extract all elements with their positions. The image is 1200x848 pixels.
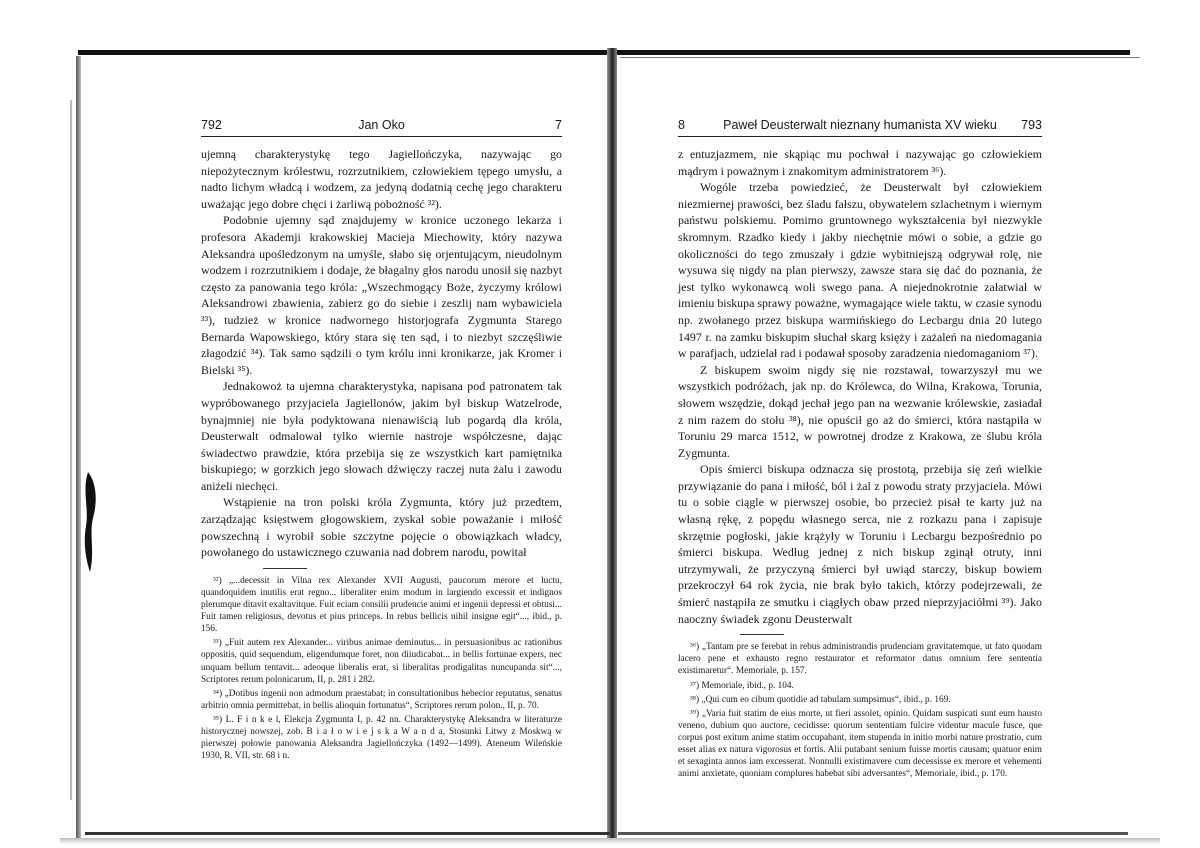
page-number: 793 — [1021, 118, 1042, 132]
scan-smudge — [80, 468, 102, 578]
paragraph: Opis śmierci biskupa odznacza się prostotą, przebija się zeń wielkie przywiązanie do pana i miłość, ból i żal z powodu straty przyjaciela. Mówi tu o sobie ciągle w pierwszej osobie, bo przecież pisał te karty już na własną rękę, z popędu własnego serca, nie z rozkazu pana i zapisuje skrzętnie pogłoski, jakie krążyły w Toruniu i Lecbargu bezpośrednio po śmierci biskupa. Według jednej z nich biskup zginął otruty, inni utrzymywali, że przyczyną śmierci był uwiąd starczy, biskup bowiem przekroczył 64 rok życia, nie brak było takich, którzy podejrzewali, że śmierć nastąpiła ze smutku i ciągłych obaw przed nieprzyjaciółmi ³⁹). Jako naoczny świadek zgonu Deusterwalt — [678, 462, 1042, 626]
section-number: 8 — [678, 118, 685, 132]
paragraph: Z biskupem swoim nigdy się nie rozstawał, towarzyszył mu we wszystkich podróżach, jak np. do Królewca, do Wilna, Krakowa, Torunia, słowem wszędzie, dokąd jechał jego pan na wezwanie królewskie, zasiadał z nim razem do stołu ³⁸), nie opuścił go aż do śmierci, która nastąpiła w Toruniu 29 marca 1512, w powrotnej drodze z Krakowa, ze ślubu króla Zygmunta. — [678, 362, 1042, 460]
bottom-edge-left — [85, 832, 610, 835]
footnote: ³⁷) Memoriale, ibid., p. 104. — [690, 680, 794, 691]
footnote: ³³) „Fuit autem rex Alexander... viribus animae deminutus... in persuasionibus ac rationibus oppositis, quid sequendum, eligendumque foret, non diiudicabat... in bellis fortunae expers, nec unquam bellum tentavit... adeoque liberalis erat, si liberalitas prodigalitas nuncupanda sit“..., Scriptores rerum polonicarum, II, p. 281 i 282. — [201, 638, 562, 685]
page-number: 792 — [201, 118, 222, 132]
left-page-edge-line — [70, 100, 72, 800]
paragraph: Jednakowoż ta ujemna charakterystyka, napisana pod patronatem tak wypróbowanego przyjaciela Jagiellonów, jakim był biskup Watzelrode, bynajmniej nie była podyktowana nienawiścią lub pogardą dla króla, Deusterwalt odmalował tylko wiernie nastroje współczesne, dając świadectwo prawdzie, która przebija się ze wszystkich kart pamiętnika biskupiego; w gorzkich jego słowach dźwięczy raczej nuta żalu i zawodu aniżeli niechęci. — [201, 379, 562, 493]
left-page-footnotes — [201, 575, 562, 762]
paragraph: ujemną charakterystykę tego Jagiellończyka, nazywając go niepożytecznym królestwu, rozrzutnikiem, człowiekiem tępego umysłu, a nadto lichym władcą i wodzem, za jedyną dodatnią cechę jego charakteru uważając jego dobre chęci i żarliwą pobożność ³²). — [201, 147, 562, 211]
book-spine — [607, 48, 617, 838]
left-page-body — [201, 146, 562, 561]
left-page — [201, 118, 562, 764]
top-edge-line — [620, 57, 1140, 58]
left-page-header — [201, 118, 562, 137]
footnote: ³⁵) L. F i n k e l, Elekcja Zygmunta I, p. 42 nn. Charakterystykę Aleksandra w literaturze historycznej nowszej, zob. B i a ł o w i e j s k a W a n d a, Stosunki Litwy z Moskwą w pierwszej połowie panowania Aleksandra Jagiellończyka (1492—1499). Ateneum Wileńskie 1930, R. VII, str. 68 i n. — [201, 714, 562, 762]
bottom-edge-fade — [60, 838, 1160, 844]
footnote-separator — [263, 568, 307, 569]
bottom-edge-right — [618, 832, 1128, 835]
right-page-body — [678, 146, 1042, 627]
footnote: ³⁴) „Dotibus ingenii non admodum praestabat; in consultationibus hebecior reputatus, senatus arbitrio omnia permittebat, in bellis alioquin fortunatus“, Scriptores rerum polon., II, p. 70. — [201, 688, 562, 711]
footnote: ³²) „...decessit in Vilna rex Alexander XVII Augusti, paucorum merore et luctu, quandoquidem inutilis erat regno... liberaliter enim modum in largiendo excessit et indignos plerumque ditavit exaltavitque. Fuit eciam consilii prudencie animi et ingenii depressi et obtusi... Fuit tamen religiosus, devotus et pius princeps. In rebus bellicis nihil insigne egit“..., ibid., p. 156. — [201, 575, 562, 635]
right-page — [678, 118, 1042, 782]
top-edge-shadow-right — [615, 50, 1130, 55]
paragraph: Wogóle trzeba powiedzieć, że Deusterwalt był człowiekiem niezmiernej prawości, bez śladu fałszu, obywatelem szlachetnym i wiernym państwu polskiemu. Pomimo gruntownego wykształcenia był niezwykle skromnym. Rzadko kiedy i jakby niechętnie mówi o sobie, a gdzie go okoliczności do tego zmuszały i gdzie wybitniejszą odgrywał rolę, nie wysuwa się nigdy na plan pierwszy, zawsze stara się dać do poznania, że jest tylko wykonawcą woli swego pana. A niejednokrotnie załatwiał w imieniu biskupa sprawy poważne, wymagające wiele taktu, w czasie synodu np. zwołanego przez biskupa warmińskiego do Lecbargu dnia 20 lutego 1497 r. na zamku biskupim słuchał skarg księży i zażaleń na niedomagania w parafjach, udzielał rad i podawał sposoby zaradzenia niedomaganiom ³⁷). — [678, 180, 1042, 361]
footnote: ³⁶) „Tantam pre se ferebat in rebus administrandis prudenciam gravitatemque, ut fato quodam lacero pene et exhausto regno restaurator et reformator datus omnium fere sententia existimaretur“. Memoriale, p. 157. — [678, 642, 1042, 677]
top-edge-shadow-left — [78, 50, 608, 55]
right-page-footnotes — [678, 641, 1042, 780]
paragraph: Wstąpienie na tron polski króla Zygmunta, który już przedtem, zarządzając księstwem głogowskiem, zyskał sobie poważanie i miłość powszechną i wyrobił sobie szczytne pojęcie o obowiązkach władcy, powołanego do ustawicznego czuwania nad dobrem narodu, powitał — [201, 495, 562, 560]
footnote: ³⁹) „Varia fuit statim de eius morte, ut fieri assolet, opinio. Quidam suspicati sunt eum hausto veneno, dubium quo auctore, cecidisse: quorum sententiam fulcire videntur macule fusce, que corpus post exitum anime statim occupabant, item stupenda in initio morbi nature prostratio, cum esset alias ex natura vigorosus et fortis. Alii putabant senium fuisse mortis causam; quatuor enim et sexaginta annos iam excesserat. Nonnulli existimavere cum decessisse ex merore et vehementi animi anxietate, quoniam complures habebat sibi adversantes“, Memoriale, ibid., p. 170. — [678, 708, 1042, 780]
footnote: ³⁸) „Qui cum eo cibum quotidie ad tabulam sumpsimus“, ibid., p. 169. — [690, 694, 951, 705]
left-page-edge — [76, 56, 81, 841]
right-page-header — [678, 118, 1042, 137]
running-title: Paweł Deusterwalt nieznany humanista XV wieku — [723, 118, 997, 132]
running-title: Jan Oko — [358, 118, 405, 132]
section-number: 7 — [555, 118, 562, 132]
footnote-separator — [740, 634, 784, 635]
paragraph: Podobnie ujemny sąd znajdujemy w kronice uczonego lekarza i profesora Akademji krakowskiej Macieja Miechowity, który nazywa Aleksandra upośledzonym na umyśle, słabo się orjentującym, nieudolnym wodzem i rozrzutnikiem i dodaje, że błagalny głos narodu unosił się nazbyt często za panowania tego króla: „Wszechmogący Boże, życzymy królowi Aleksandrowi zbawienia, zabierz go do siebie i zeszlij nam wybawiciela ³³), tudzież w kronice nadwornego historjografa Zygmunta Starego Bernarda Wapowskiego, który stara się ten sąd, i to niezbyt szczęśliwie złagodzić ³⁴). Tak samo sądzili o tym królu inni kronikarze, jak Kromer i Bielski ³⁵). — [201, 213, 562, 377]
paragraph: z entuzjazmem, nie skąpiąc mu pochwał i nazywając go człowiekiem mądrym i poważnym i znakomitym administratorem ³⁶). — [678, 147, 1042, 178]
